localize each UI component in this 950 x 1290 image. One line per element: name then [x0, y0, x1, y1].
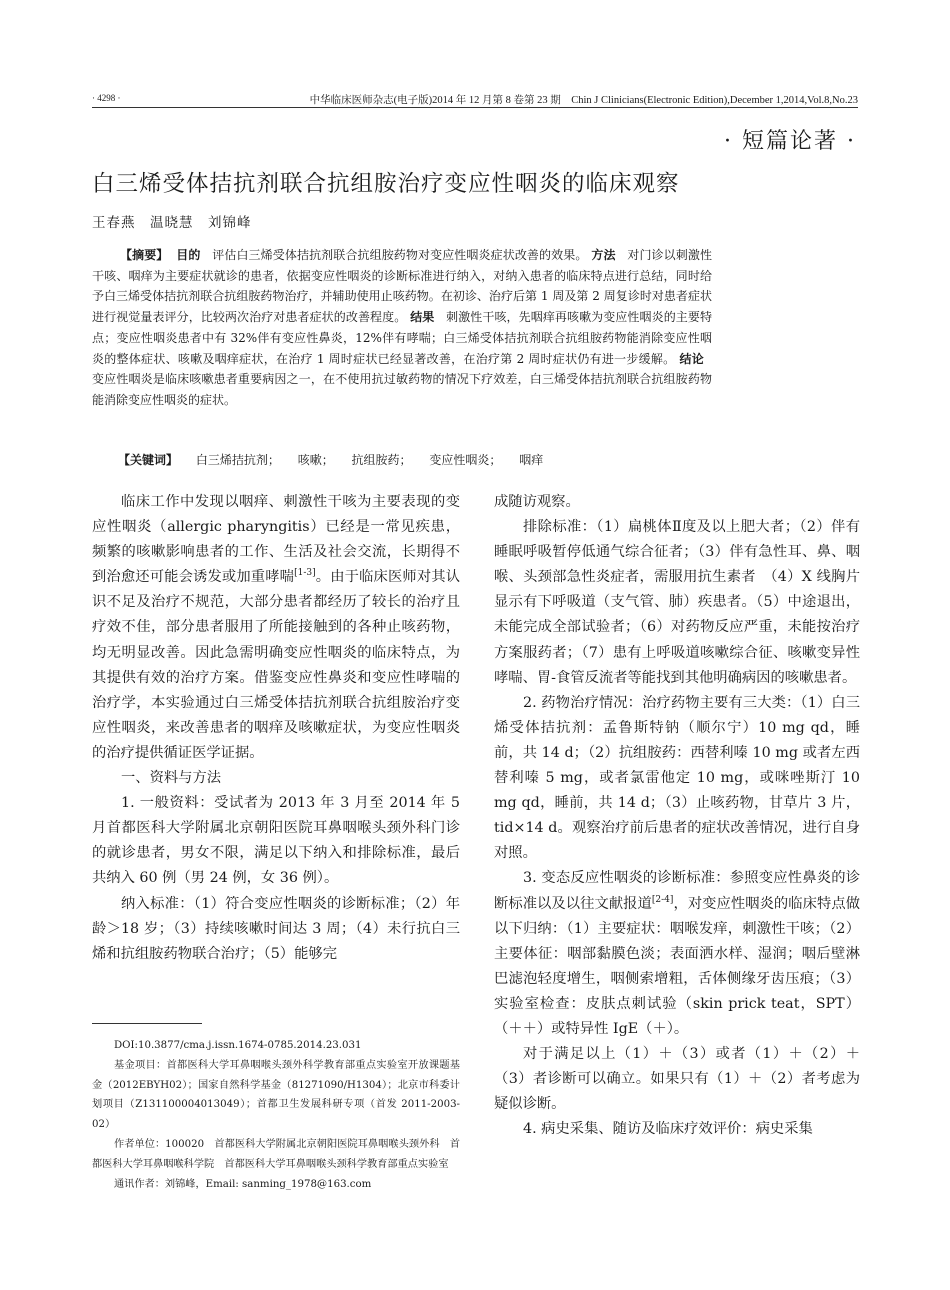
- author-list: 王春燕 温晓慧 刘锦峰: [92, 215, 252, 231]
- keyword: 咽痒: [519, 453, 544, 467]
- keyword: 抗组胺药；: [351, 453, 412, 467]
- intro-text-cont: 。由于临床医师对其认识不足及治疗不规范，大部分患者都经历了较长的治疗且疗效不佳，部分患者服用了所能接触到的各种止咳药物，均无明显改善。因此急需明确变应性咽炎的临床特点，为其提供有效的治疗方案。借鉴变应性鼻炎和变应性哮喘的治疗学，本实验通过白三烯受体拮抗剂联合抗组胺治疗变应性咽炎，来改善患者的咽痒及咳嗽症状，为变应性咽炎的治疗提供循证医学证据。: [92, 569, 461, 761]
- right-column: [494, 490, 860, 1142]
- citation: [1-3]: [294, 568, 316, 579]
- affiliation-note: 作者单位：100020 首都医科大学附属北京朝阳医院耳鼻咽喉头颈外科 首都医科大学耳鼻咽喉科学院 首都医科大学耳鼻咽喉头颈科学教育部重点实验室: [92, 1138, 460, 1170]
- intro-text: 临床工作中发现以咽痒、刺激性干咳为主要表现的变应性咽炎（allergic pharyngitis）已经是一常见疾患，频繁的咳嗽影响患者的工作、生活及社会交流，长期得不到治愈还可能会诱发或加重哮喘: [92, 494, 460, 586]
- abstract-paragraph: [92, 245, 712, 411]
- results-text: 刺激性干咳，先咽痒再咳嗽为变应性咽炎的主要特点；变应性咽炎患者中有 32%伴有变应性鼻炎，12%伴有哮喘；白三烯受体拮抗剂联合抗组胺药物能消除变应性咽炎的整体症状、咳嗽及咽痒症状，在治疗 1 周时症状已经显著改善，在治疗第 2 周时症状仍有进一步缓解。: [92, 310, 712, 366]
- footnote-rule: [92, 1023, 202, 1024]
- methods-label: 方法: [591, 248, 616, 262]
- continued-text: 成随访观察。: [494, 494, 580, 510]
- keyword: 咳嗽；: [297, 453, 334, 467]
- general-info-paragraph: 1. 一般资料：受试者为 2013 年 3 月至 2014 年 5 月首都医科大学附属北京朝阳医院耳鼻咽喉头颈外科门诊的就诊患者，男女不限，满足以下纳入和排除标准，最后共纳入 60 例（男 24 例，女 36 例）。: [92, 795, 460, 887]
- keywords-label: 【关键词】: [118, 453, 179, 467]
- left-column: [92, 490, 460, 967]
- funding-note: 基金项目：首都医科大学耳鼻咽喉头颈外科学教育部重点实验室开放课题基金（2012EBYH02）；国家自然科学基金（81271090/H1304）；北京市科委计划项目（Z131100004013049）；首都卫生发展科研专项（首发 2011-2003-02）: [92, 1059, 460, 1131]
- intro-paragraph: [92, 490, 460, 766]
- keyword: 白三烯拮抗剂；: [195, 453, 280, 467]
- diagnosis-paragraph: [494, 866, 860, 1042]
- conclusion-label: 结论: [679, 351, 705, 366]
- running-header: 中华临床医师杂志(电子版)2014 年 12 月第 8 卷第 23 期 Chin J Clinicians(Electronic Edition),December 1,2014,Vol.8,No.23: [309, 95, 858, 106]
- abstract: [92, 245, 712, 411]
- objective-label: 目的: [176, 248, 201, 262]
- doi: DOI:10.3877/cma.j.issn.1674-0785.2014.23.031: [114, 1040, 362, 1051]
- abstract-label: 【摘要】: [120, 248, 169, 262]
- correspondence-note: 通讯作者：刘锦峰，Email: sanming_1978@163.com: [114, 1178, 372, 1190]
- keyword: 变应性咽炎；: [429, 453, 502, 467]
- page-number: · 4298 ·: [92, 93, 121, 103]
- diagnosis-text-cont: ，对变应性咽炎的临床特点做以下归纳：（1）主要症状：咽喉发痒，刺激性干咳；（2）主要体征：咽部黏膜色淡；表面洒水样、湿润；咽后壁淋巴滤泡轻度增生，咽侧索增粗，舌体侧缘牙齿压痕；（3）实验室检查：皮肤点刺试验（skin prick teat，SPT）（＋＋）或特异性 IgE（＋）。: [494, 895, 861, 1037]
- inclusion-paragraph: 纳入标准：（1）符合变应性咽炎的诊断标准；（2）年龄＞18 岁；（3）持续咳嗽时间达 3 周；（4）未行抗白三烯和抗组胺药物联合治疗；（5）能够完: [92, 895, 460, 962]
- diagnosis-text: 3. 变态反应性咽炎的诊断标准：参照变应性鼻炎的诊断标准以及以往文献报道: [494, 870, 860, 912]
- section-label: · 短篇论著 ·: [724, 129, 856, 154]
- article-title: 白三烯受体拮抗剂联合抗组胺治疗变应性咽炎的临床观察: [92, 171, 680, 197]
- methods-text: 对门诊以刺激性干咳、咽痒为主要症状就诊的患者，依据变应性咽炎的诊断标准进行纳入，对纳入患者的临床特点进行总结，同时给予白三烯受体拮抗剂联合抗组胺药物治疗，并辅助使用止咳药物。在初诊、治疗后第 1 周及第 2 周复诊时对患者症状进行视觉量表评分，比较两次治疗对患者症状的改善程度。: [92, 248, 712, 325]
- header-rule: [92, 107, 858, 108]
- history-paragraph: 4. 病史采集、随访及临床疗效评价：病史采集: [523, 1121, 813, 1138]
- exclusion-paragraph: 排除标准：（1）扁桃体Ⅱ度及以上肥大者；（2）伴有睡眠呼吸暂停低通气综合征者；（3）伴有急性耳、鼻、咽喉、头颈部急性炎症者，需服用抗生素者 （4）X 线胸片显示有下呼吸道（支气管、肺）疾患者。（5）中途退出，未能完成全部试验者；（6）对药物反应严重，未能按治疗方案服药者；（7）患有上呼吸道咳嗽综合征、咳嗽变异性哮喘、胃-食管反流者等能找到其他明确病因的咳嗽患者。: [494, 519, 860, 686]
- conclusion-text: 变应性咽炎是临床咳嗽患者重要病因之一，在不使用抗过敏药物的情况下疗效差，白三烯受体拮抗剂联合抗组胺药物能消除变应性咽炎的症状。: [92, 372, 712, 407]
- citation: [2-4]: [651, 894, 674, 905]
- footnotes: [92, 1036, 460, 1194]
- objective-text: 评估白三烯受体拮抗剂联合抗组胺药物对变应性咽炎症状改善的效果。: [212, 248, 588, 262]
- criteria-paragraph: 对于满足以上（1）＋（3）或者（1）＋（2）＋（3）者诊断可以确立。如果只有（1）＋（2）者考虑为疑似诊断。: [494, 1046, 860, 1113]
- drug-paragraph: 2. 药物治疗情况：治疗药物主要有三大类：（1）白三烯受体拮抗剂：孟鲁斯特钠（顺尔宁）10 mg qd，睡前，共 14 d；（2）抗组胺药：西替利嗪 10 mg 或者左西替利嗪 5 mg，或者氯雷他定 10 mg，或咪唑斯汀 10 mg qd，睡前，共 14 d；（3）止咳药物，甘草片 3 片，tid×14 d。观察治疗前后患者的症状改善情况，进行自身对照。: [494, 694, 860, 862]
- keywords-line: [118, 451, 543, 468]
- section-heading: 一、资料与方法: [121, 770, 222, 787]
- results-label: 结果: [410, 310, 435, 325]
